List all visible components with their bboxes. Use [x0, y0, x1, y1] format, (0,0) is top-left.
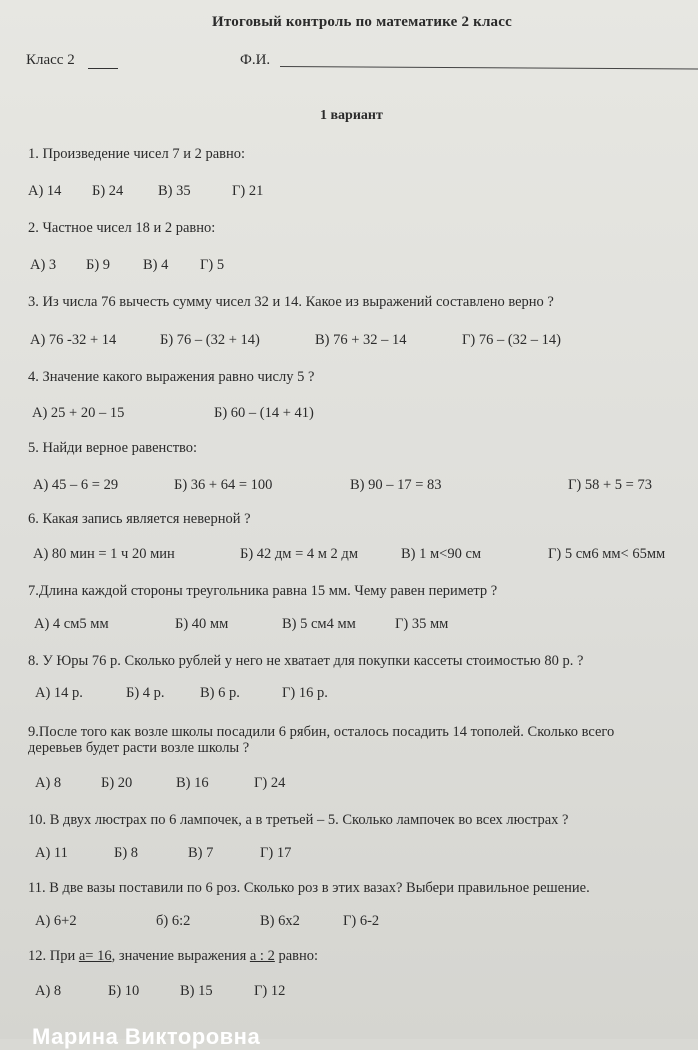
answer-3-c: В) 76 + 32 – 14	[315, 332, 407, 348]
answer-5-a: А) 45 – 6 = 29	[33, 477, 119, 493]
answer-6-a: А) 80 мин = 1 ч 20 мин	[33, 546, 175, 562]
answer-12-a: А) 8	[35, 983, 62, 999]
answer-6-d: Г) 5 см6 мм< 65мм	[548, 546, 666, 562]
answer-9-b: Б) 20	[101, 775, 133, 791]
question-7: 7.Длина каждой стороны треугольника равна 15 мм. Чему равен периметр ?	[28, 583, 498, 599]
question-9-line-2: деревьев будет расти возле школы ?	[28, 740, 250, 756]
answer-9-c: В) 16	[176, 775, 209, 791]
answer-2-a: А) 3	[30, 257, 57, 273]
question-6: 6. Какая запись является неверной ?	[28, 511, 251, 527]
answer-8-a: А) 14 р.	[35, 685, 83, 701]
answer-6-c: В) 1 м<90 см	[401, 546, 482, 562]
answer-11-c: В) 6х2	[260, 913, 300, 929]
question-12-prefix: 12. При	[28, 948, 79, 964]
fio-blank-line	[280, 66, 698, 70]
answer-10-c: В) 7	[188, 845, 214, 861]
answer-7-d: Г) 35 мм	[395, 616, 449, 632]
question-10: 10. В двух люстрах по 6 лампочек, а в третьей – 5. Сколько лампочек во всех люстрах ?	[28, 812, 569, 828]
answer-3-d: Г) 76 – (32 – 14)	[462, 332, 561, 348]
question-4: 4. Значение какого выражения равно числу 5 ?	[28, 369, 315, 385]
answer-10-d: Г) 17	[260, 845, 292, 861]
answer-4-b: Б) 60 – (14 + 41)	[214, 405, 314, 421]
answer-4-a: А) 25 + 20 – 15	[32, 405, 125, 421]
page-title: Итоговый контроль по математике 2 класс	[212, 14, 512, 30]
answer-11-a: А) 6+2	[35, 913, 77, 929]
question-9: 9.После того как возле школы посадили 6 рябин, осталось посадить 14 тополей. Сколько всего	[28, 724, 615, 740]
question-12-middle: , значение выражения	[111, 948, 250, 964]
answer-12-b: Б) 10	[108, 983, 140, 999]
variant-heading: 1 вариант	[320, 108, 383, 123]
answer-2-d: Г) 5	[200, 257, 225, 273]
answer-11-d: Г) 6-2	[343, 913, 380, 929]
answer-6-b: Б) 42 дм = 4 м 2 дм	[240, 546, 358, 562]
question-2: 2. Частное чисел 18 и 2 равно:	[28, 220, 216, 236]
answer-1-c: В) 35	[158, 183, 191, 199]
question-12-suffix: равно:	[274, 948, 319, 964]
answer-2-c: В) 4	[143, 257, 169, 273]
answer-1-b: Б) 24	[92, 183, 124, 199]
question-12	[28, 948, 318, 965]
question-12-expression: а : 2	[249, 948, 275, 964]
answer-8-d: Г) 16 р.	[282, 685, 328, 701]
answer-7-b: Б) 40 мм	[175, 616, 229, 632]
answer-9-a: А) 8	[35, 775, 62, 791]
answer-3-a: А) 76 -32 + 14	[30, 332, 117, 348]
class-label: Класс 2	[26, 52, 75, 68]
answer-5-b: Б) 36 + 64 = 100	[174, 477, 273, 493]
answer-9-d: Г) 24	[254, 775, 286, 791]
answer-11-b: б) 6:2	[156, 913, 191, 929]
answer-8-c: В) 6 р.	[200, 685, 240, 701]
answer-7-c: В) 5 см4 мм	[282, 616, 356, 632]
answer-1-a: А) 14	[28, 183, 62, 199]
answer-7-a: А) 4 см5 мм	[34, 616, 109, 632]
fio-label: Ф.И.	[240, 52, 271, 68]
answer-1-d: Г) 21	[232, 183, 264, 199]
question-5: 5. Найди верное равенство:	[28, 440, 198, 456]
answer-3-b: Б) 76 – (32 + 14)	[160, 332, 260, 348]
question-1: 1. Произведение чисел 7 и 2 равно:	[28, 146, 246, 162]
question-3: 3. Из числа 76 вычесть сумму чисел 32 и 14. Какое из выражений составлено верно ?	[28, 294, 554, 310]
answer-5-c: В) 90 – 17 = 83	[350, 477, 442, 493]
answer-12-d: Г) 12	[254, 983, 286, 999]
answer-12-c: В) 15	[180, 983, 213, 999]
author-caption: Марина Викторовна	[32, 1024, 261, 1049]
question-12-value-a: а= 16	[78, 948, 112, 964]
answer-10-b: Б) 8	[114, 845, 139, 861]
answer-2-b: Б) 9	[86, 257, 111, 273]
class-blank-line	[88, 68, 118, 69]
answer-10-a: А) 11	[35, 845, 68, 861]
answer-5-d: Г) 58 + 5 = 73	[568, 477, 652, 493]
question-11: 11. В две вазы поставили по 6 роз. Сколько роз в этих вазах? Выбери правильное решение.	[28, 880, 590, 896]
answer-8-b: Б) 4 р.	[126, 685, 165, 701]
question-8: 8. У Юры 76 р. Сколько рублей у него не хватает для покупки кассеты стоимостью 80 р. ?	[28, 653, 584, 669]
